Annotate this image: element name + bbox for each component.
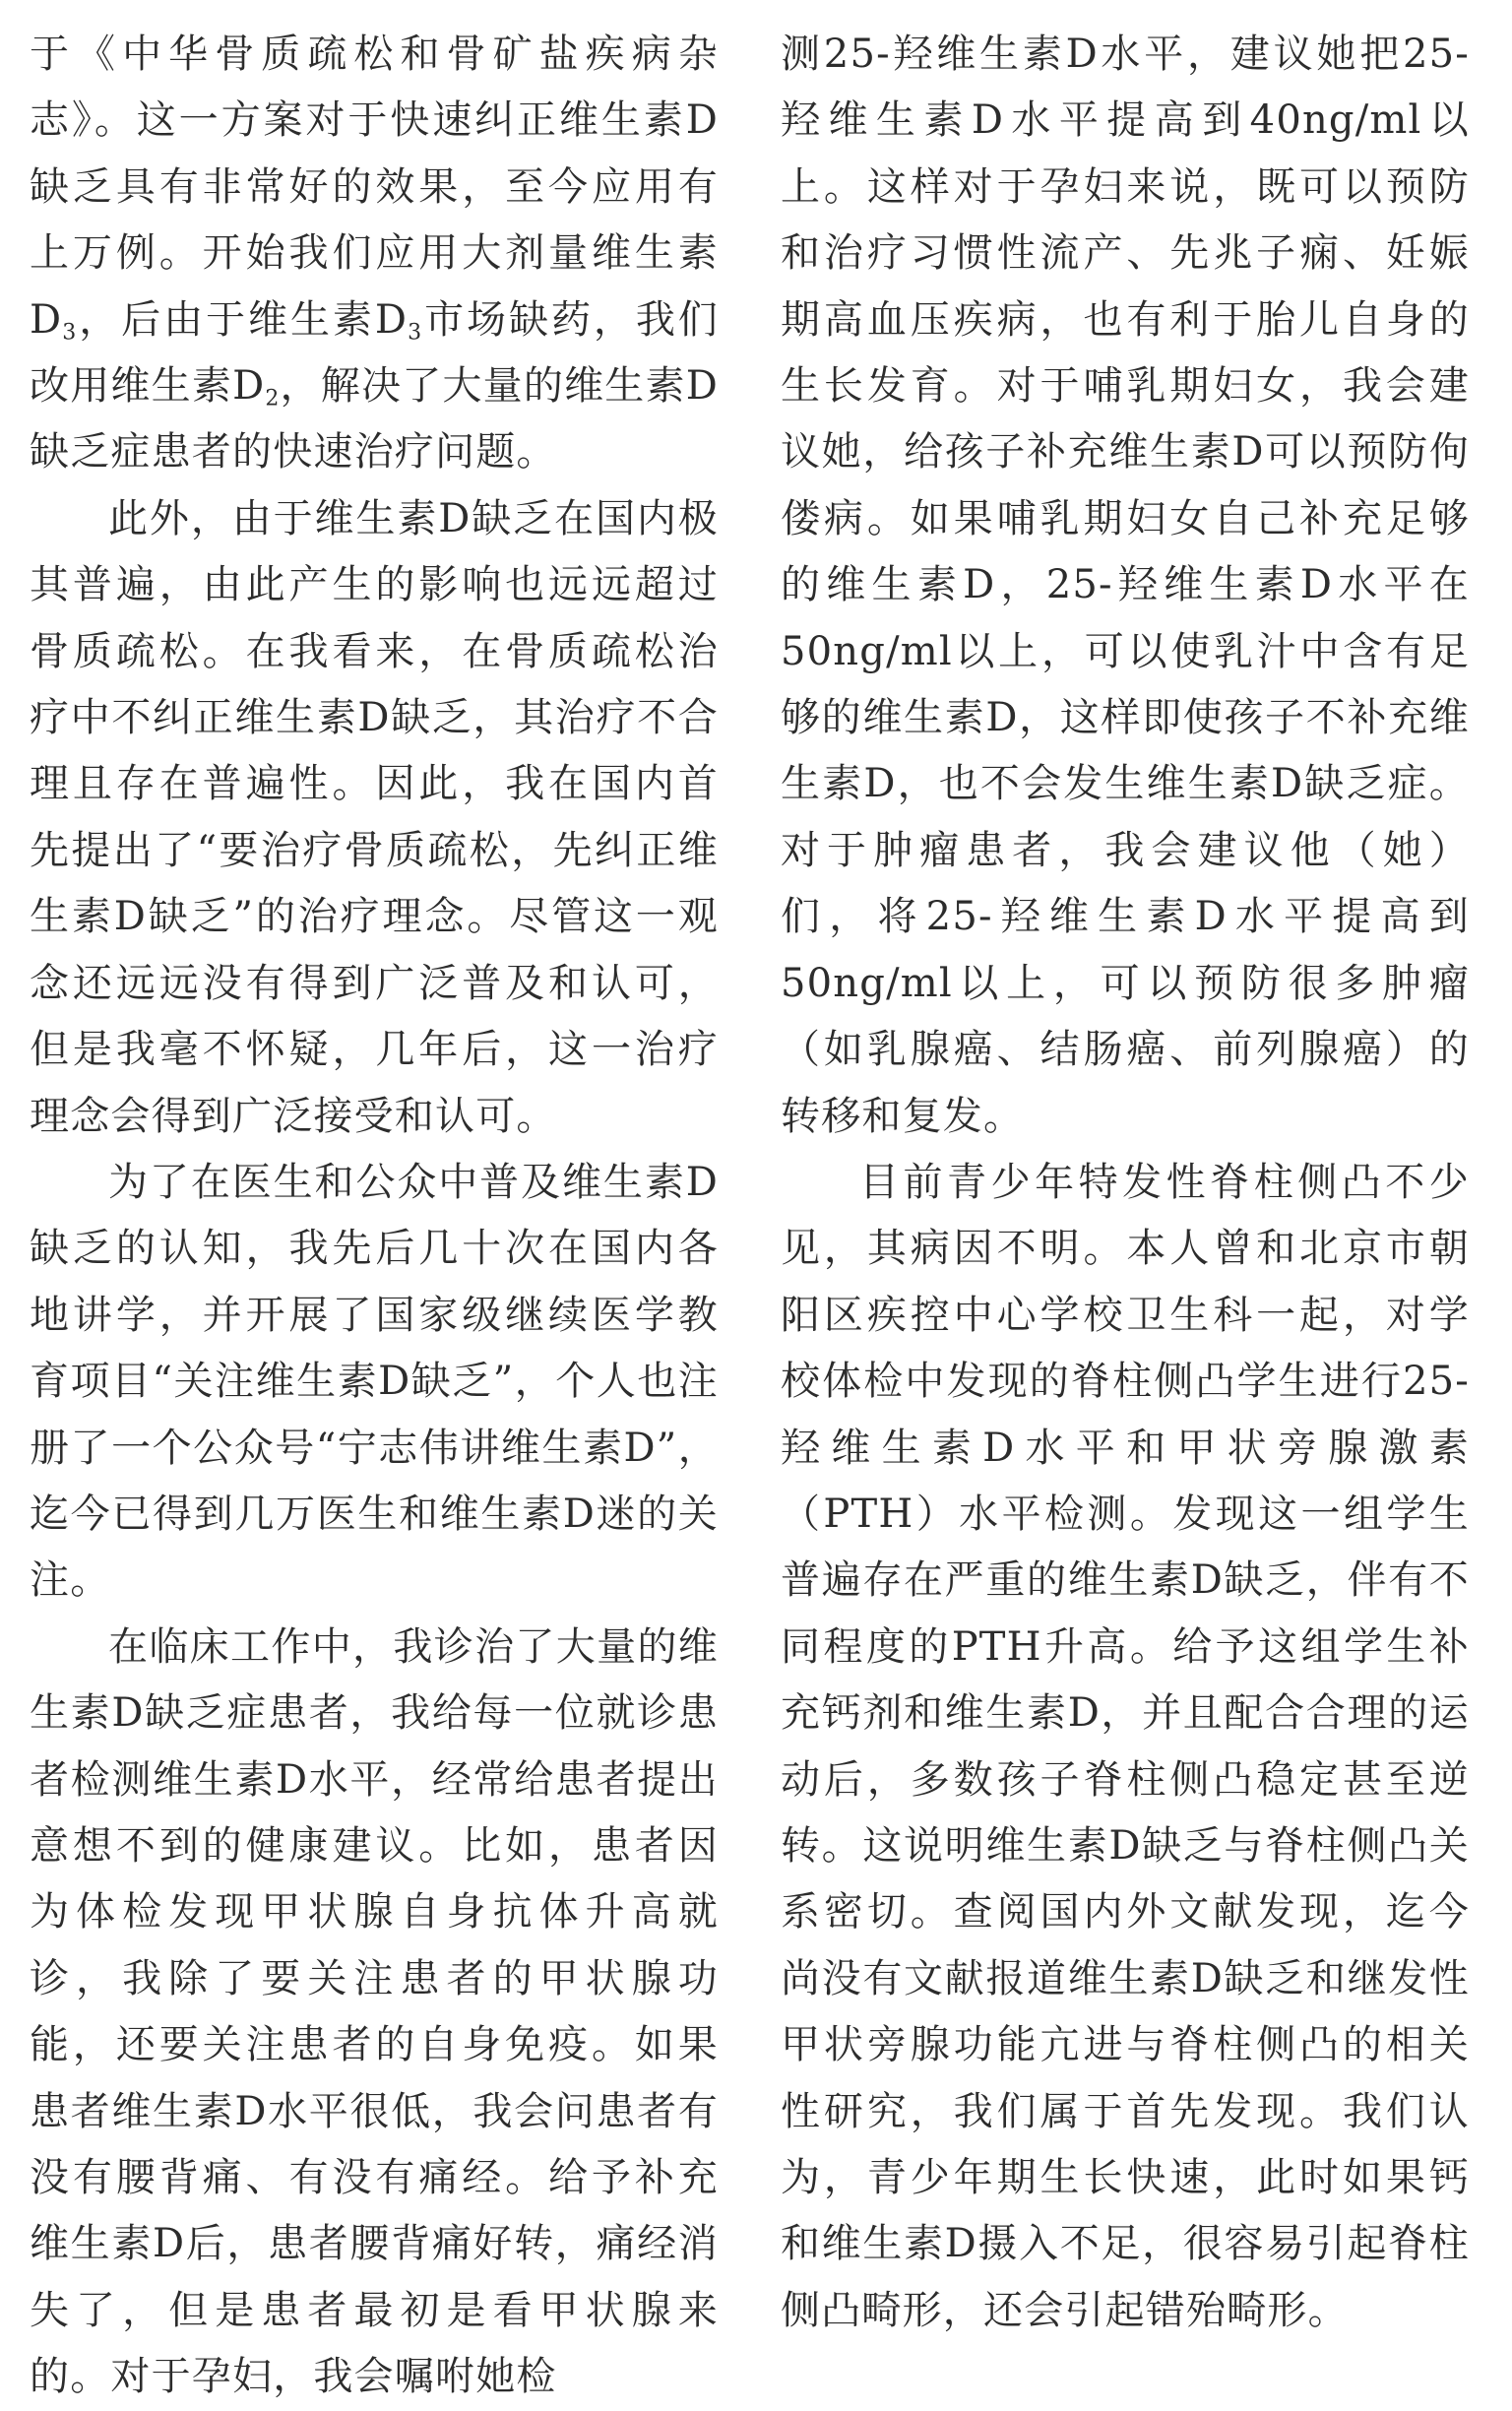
paragraph: 此外，由于维生素D缺乏在国内极其普遍，由此产生的影响也远远超过骨质疏松。在我看来，在骨质疏松治疗中不纠正维生素D缺乏，其治疗不合理且存在普遍性。因此，我在国内首先提出了“要治疗骨质疏松，先纠正维生素D缺乏”的治疗理念。尽管这一观念还远远没有得到广泛普及和认可，但是我毫不怀疑，几年后，这一治疗理念会得到广泛接受和认可。 — [30, 495, 719, 1139]
paragraph: 在临床工作中，我诊治了大量的维生素D缺乏症患者，我给每一位就诊患者检测维生素D水平，经常给患者提出意想不到的健康建议。比如，患者因为体检发现甲状腺自身抗体升高就诊，我除了要关注患者的甲状腺功能，还要关注患者的自身免疫。如果患者维生素D水平很低，我会问患者有没有腰背痛、有没有痛经。给予补充维生素D后，患者腰背痛好转，痛经消失了，但是患者最初是看甲状腺来的。对于孕妇，我会嘱咐她检 — [30, 1623, 719, 2400]
paragraph-text: ，解决了大量的维生素D缺乏症患者的快速治疗问题。 — [30, 363, 719, 476]
subscript: 3 — [62, 320, 78, 346]
paragraph-text: ，后由于维生素D — [77, 296, 409, 343]
paragraph: 为了在医生和公众中普及维生素D缺乏的认知，我先后几十次在国内各地讲学，并开展了国家级继续医学教育项目“关注维生素D缺乏”，个人也注册了一个公众号“宁志伟讲维生素D”，迄今已得到几万医生和维生素D迷的关注。 — [30, 1159, 719, 1604]
paragraph: 目前青少年特发性脊柱侧凸不少见，其病因不明。本人曾和北京市朝阳区疾控中心学校卫生科一起，对学校体检中发现的脊柱侧凸学生进行25-羟维生素D水平和甲状旁腺激素（PTH）水平检测。发现这一组学生普遍存在严重的维生素D缺乏，伴有不同程度的PTH升高。给予这组学生补充钙剂和维生素D，并且配合合理的运动后，多数孩子脊柱侧凸稳定甚至逆转。这说明维生素D缺乏与脊柱侧凸关系密切。查阅国内外文献发现，迄今尚没有文献报道维生素D缺乏和继发性甲状旁腺功能亢进与脊柱侧凸的相关性研究，我们属于首先发现。我们认为，青少年期生长快速，此时如果钙和维生素D摄入不足，很容易引起脊柱侧凸畸形，还会引起错殆畸形。 — [781, 1159, 1470, 2333]
paragraph-text: 市场缺药，我们改用维生素D — [30, 296, 720, 410]
paragraph-text: 于《中华骨质疏松和骨矿盐疾病杂志》。这一方案对于快速纠正维生素D缺乏具有非常好的效果，至今应用有上万例。开始我们应用大剂量维生素D — [30, 32, 719, 343]
subscript: 3 — [408, 320, 423, 346]
paragraph — [30, 22, 719, 486]
left-column — [30, 22, 719, 2411]
right-column — [781, 22, 1470, 2344]
paragraph: 测25-羟维生素D水平，建议她把25-羟维生素D水平提高到40ng/ml以上。这样对于孕妇来说，既可以预防和治疗习惯性流产、先兆子痫、妊娠期高血压疾病，也有利于胎儿自身的生长发育。对于哺乳期妇女，我会建议她，给孩子补充维生素D可以预防佝偻病。如果哺乳期妇女自己补充足够的维生素D，25-羟维生素D水平在50ng/ml以上，可以使乳汁中含有足够的维生素D，这样即使孩子不补充维生素D，也不会发生维生素D缺乏症。对于肿瘤患者，我会建议他（她）们，将25-羟维生素D水平提高到50ng/ml以上，可以预防很多肿瘤（如乳腺癌、结肠癌、前列腺癌）的转移和复发。 — [781, 32, 1470, 1139]
subscript: 2 — [265, 386, 281, 412]
